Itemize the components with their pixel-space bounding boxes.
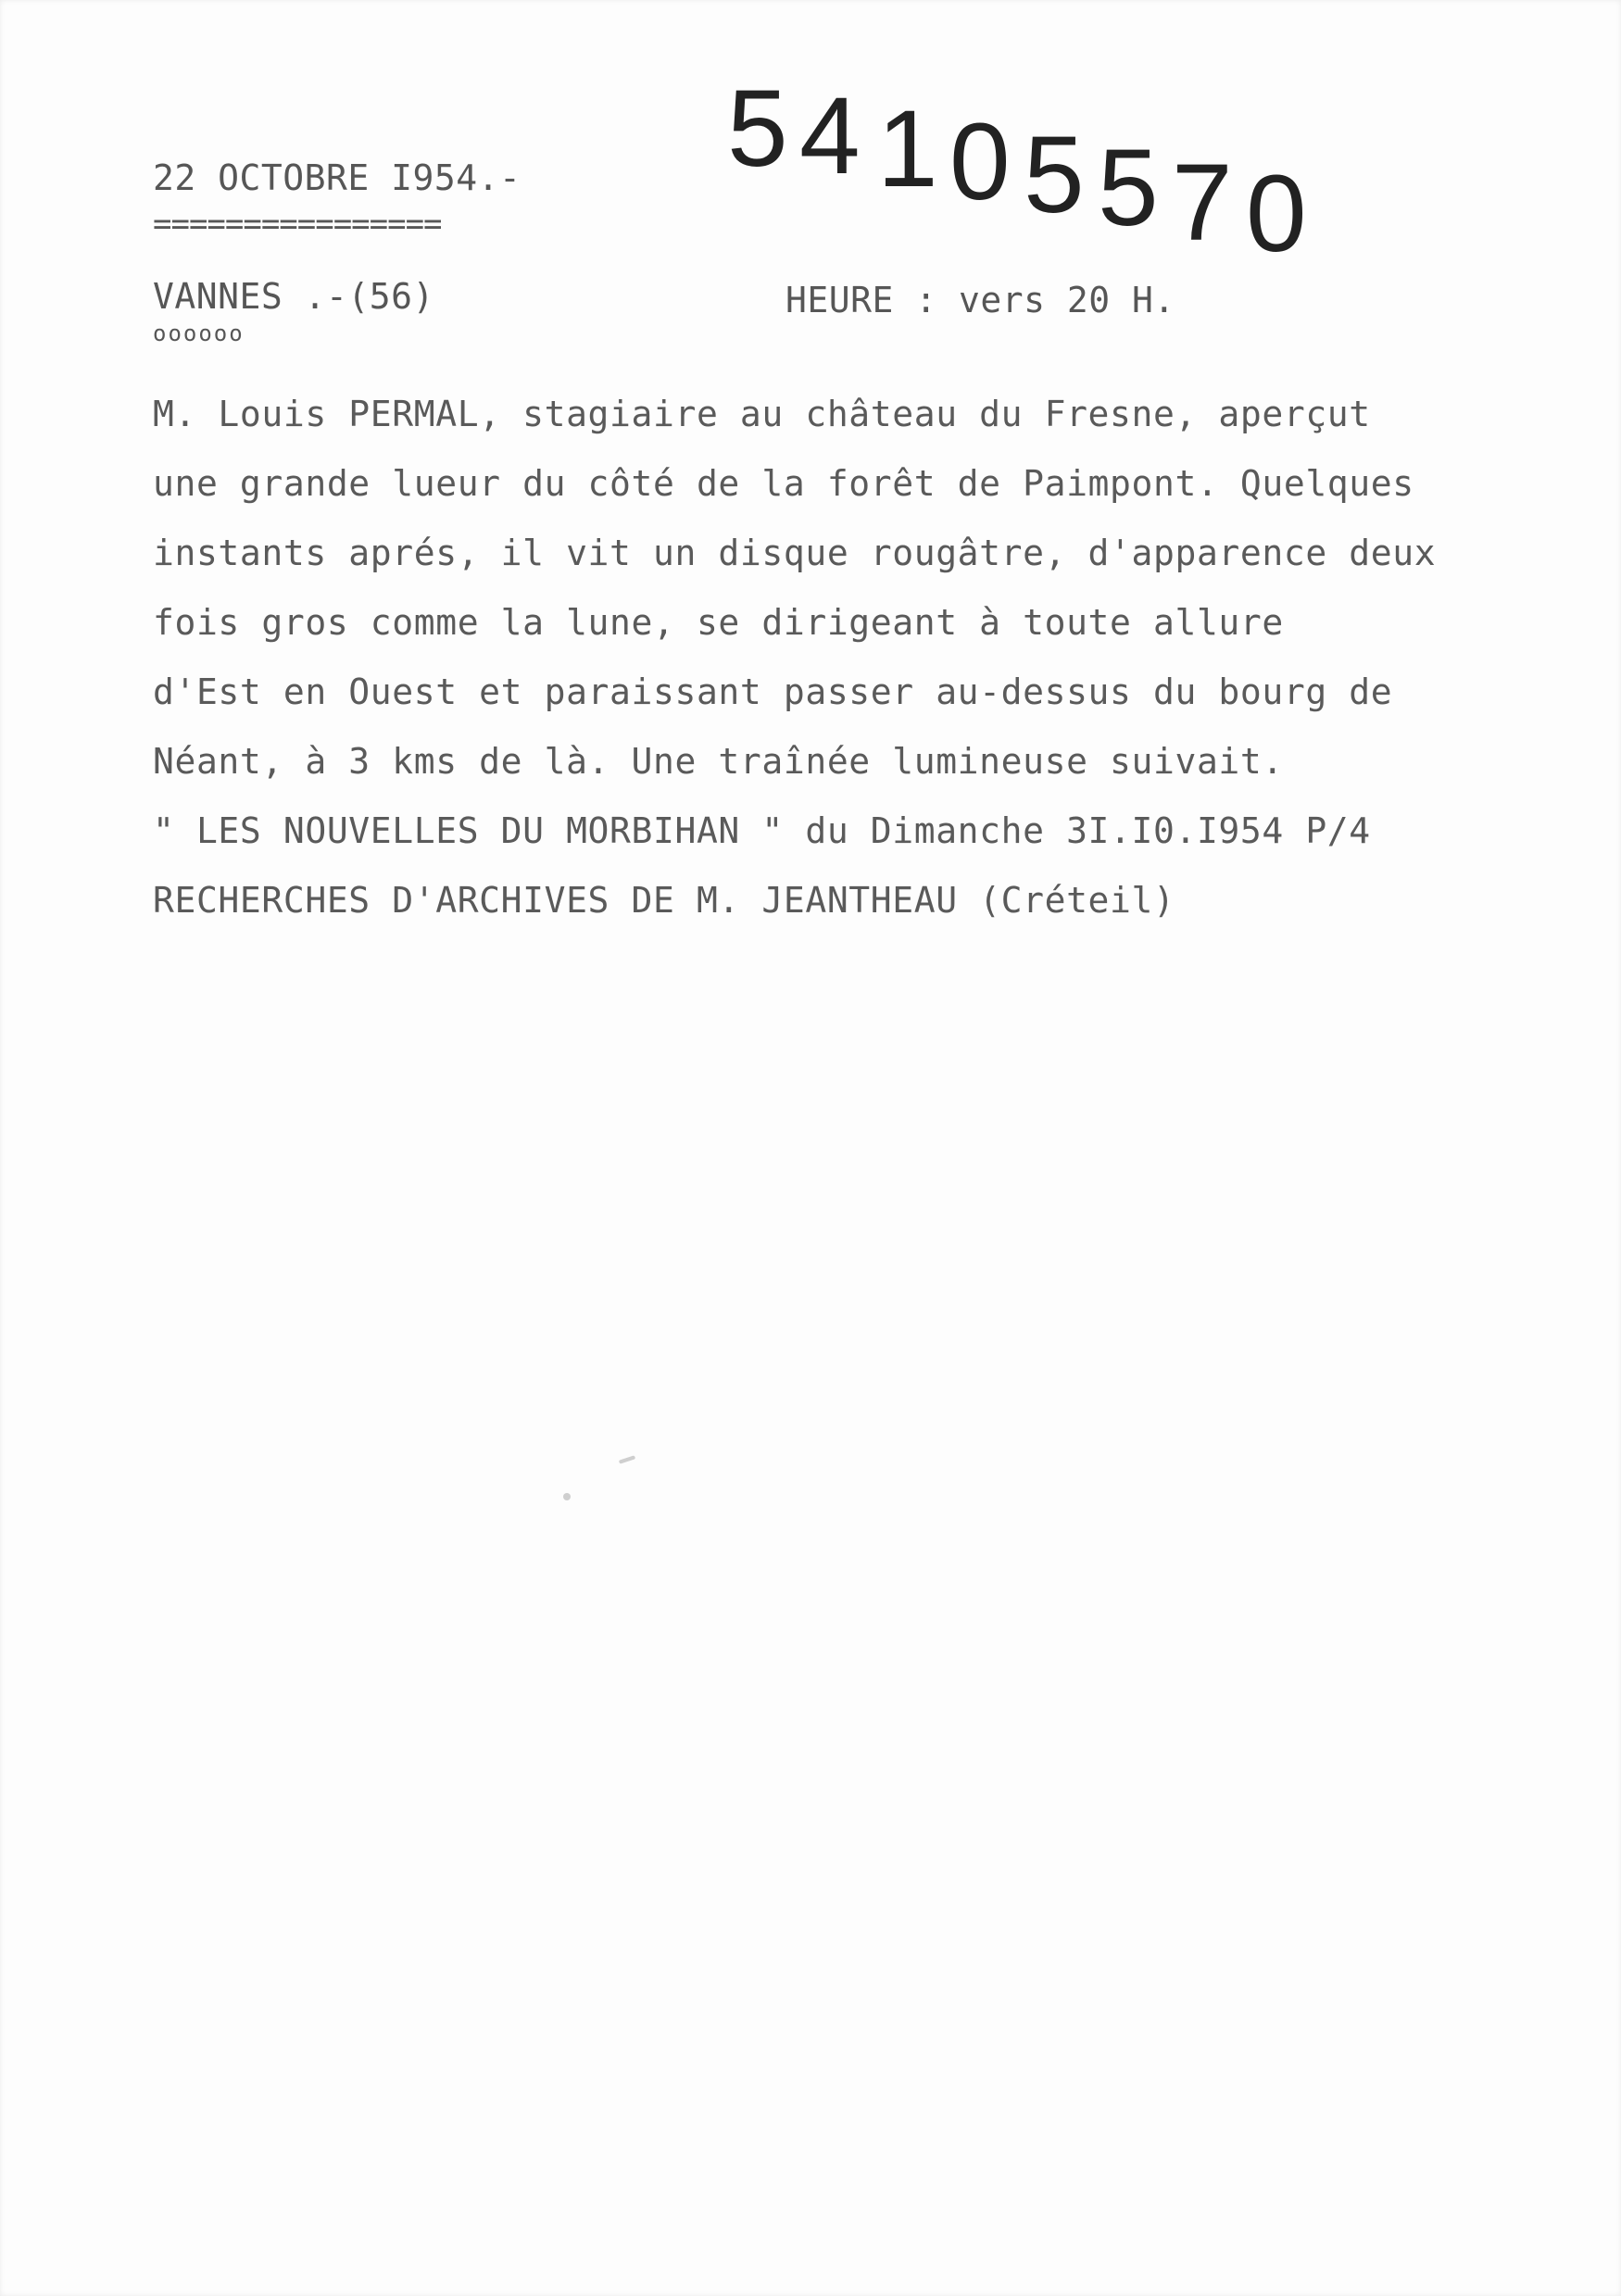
source-citation: " LES NOUVELLES DU MORBIHAN " du Dimanche 3I.I0.I954 P/4 bbox=[153, 810, 1371, 851]
stamp-digit: 5 bbox=[1024, 114, 1085, 236]
report-line: M. Louis PERMAL, stagiaire au château du Fresne, aperçut bbox=[153, 394, 1371, 434]
archive-credit: RECHERCHES D'ARCHIVES DE M. JEANTHEAU (Créteil) bbox=[153, 880, 1175, 921]
stamp-digit: 5 bbox=[727, 68, 788, 190]
stamp-digit: 1 bbox=[877, 88, 938, 210]
place-underline: oooooo bbox=[153, 320, 245, 346]
reference-stamp bbox=[727, 68, 1357, 287]
report-body bbox=[153, 394, 1436, 949]
time-heading: HEURE : vers 20 H. bbox=[785, 280, 1175, 320]
stamp-digit: 0 bbox=[949, 101, 1011, 223]
report-line: une grande lueur du côté de la forêt de Paimpont. Quelques bbox=[153, 463, 1414, 504]
report-line: fois gros comme la lune, se dirigeant à toute allure bbox=[153, 602, 1284, 643]
date-heading: 22 OCTOBRE I954.- bbox=[153, 157, 521, 198]
stamp-digit: 5 bbox=[1098, 127, 1159, 249]
date-underline: ================ bbox=[153, 206, 442, 243]
stamp-digit: 4 bbox=[799, 75, 861, 197]
report-line: Néant, à 3 kms de là. Une traînée lumineuse suivait. bbox=[153, 741, 1284, 782]
stamp-digit: 0 bbox=[1246, 153, 1307, 275]
report-line: instants aprés, il vit un disque rougâtre, d'apparence deux bbox=[153, 533, 1437, 573]
place-heading: VANNES .-(56) bbox=[153, 276, 434, 317]
ink-smudge bbox=[563, 1493, 571, 1500]
report-line: d'Est en Ouest et paraissant passer au-dessus du bourg de bbox=[153, 671, 1393, 712]
ink-smudge bbox=[619, 1455, 635, 1463]
stamp-digit: 7 bbox=[1172, 142, 1233, 264]
